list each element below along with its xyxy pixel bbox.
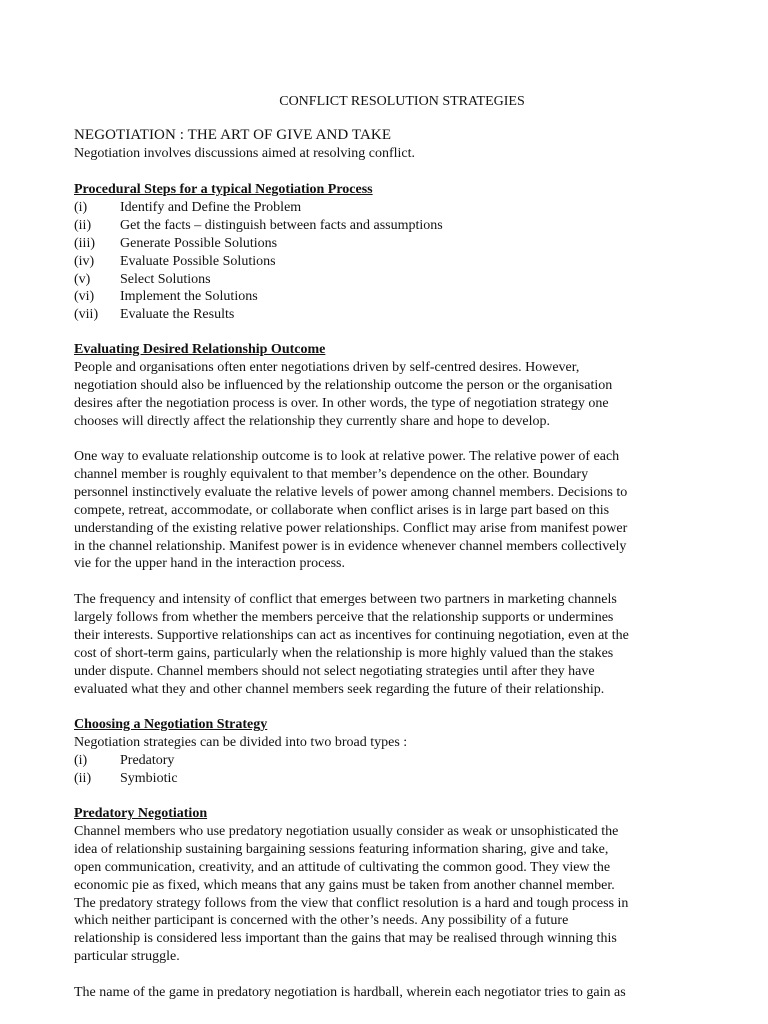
choosing-heading: Choosing a Negotiation Strategy xyxy=(74,717,268,732)
evaluating-section xyxy=(74,341,694,431)
text-line: understanding of the existing relative power relationships. Conflict may arise from manifest power xyxy=(74,520,628,536)
procedural-section xyxy=(74,181,694,324)
negotiation-intro: Negotiation involves discussions aimed at resolving conflict. xyxy=(74,145,415,161)
text-line: negotiation should also be influenced by the relationship outcome the person or the organisation xyxy=(74,377,613,393)
text-line: The name of the game in predatory negotiation is hardball, wherein each negotiator tries to gain as xyxy=(74,985,626,1000)
negotiation-section xyxy=(74,127,694,163)
text-line: The frequency and intensity of conflict that emerges between two partners in marketing channels xyxy=(74,592,617,607)
text-line: relationship is considered less important than the gains that may be realised through winning this xyxy=(74,931,617,947)
list-item xyxy=(74,235,694,253)
list-item-number: (v) xyxy=(74,271,91,287)
negotiation-heading: NEGOTIATION : THE ART OF GIVE AND TAKE xyxy=(74,127,392,143)
text-line: The predatory strategy follows from the view that conflict resolution is a hard and tough process in xyxy=(74,895,629,911)
text-line: One way to evaluate relationship outcome is to look at relative power. The relative power of each xyxy=(74,449,620,464)
text-line: personnel instinctively evaluate the relative levels of power among channel members. Decisions to xyxy=(74,484,628,500)
document-title: CONFLICT RESOLUTION STRATEGIES xyxy=(279,94,525,109)
list-item xyxy=(74,288,694,306)
list-item xyxy=(74,253,694,271)
text-line: chooses will directly affect the relationship they currently share and hope to develop. xyxy=(74,413,550,429)
evaluating-heading: Evaluating Desired Relationship Outcome xyxy=(74,342,326,357)
text-line: desires after the negotiation process is over. In other words, the type of negotiation strategy one xyxy=(74,395,609,411)
text-line: their interests. Supportive relationships can act as incentives for continuing negotiation, even at the xyxy=(74,627,629,643)
list-item-text: Generate Possible Solutions xyxy=(120,235,278,251)
text-line: largely follows from whether the members perceive that the relationship supports or undermines xyxy=(74,609,614,625)
list-item xyxy=(74,770,694,788)
list-item-text: Evaluate the Results xyxy=(120,307,235,323)
choosing-intro: Negotiation strategies can be divided into two broad types : xyxy=(74,734,408,750)
predatory-paragraph-2 xyxy=(74,984,694,1002)
text-line: evaluated what they and other channel members seek regarding the future of their relationship. xyxy=(74,681,605,697)
list-item-number: (ii) xyxy=(74,217,92,233)
list-item-number: (vi) xyxy=(74,289,95,305)
choosing-section xyxy=(74,716,694,788)
evaluating-paragraph-1 xyxy=(74,359,694,431)
evaluating-paragraph-3 xyxy=(74,591,694,698)
text-line: economic pie as fixed, which means that any gains must be taken from another channel member. xyxy=(74,877,615,893)
text-line: open communication, creativity, and an attitude of cultivating the common good. They view the xyxy=(74,859,611,875)
text-line: under dispute. Channel members should not select negotiating strategies until after they have xyxy=(74,663,595,679)
predatory-heading: Predatory Negotiation xyxy=(74,806,208,821)
text-line: channel member is roughly equivalent to that member’s dependence on the other. Boundary xyxy=(74,466,589,482)
list-item xyxy=(74,199,694,217)
evaluating-paragraph-2 xyxy=(74,448,694,573)
list-item-text: Predatory xyxy=(120,752,175,768)
text-line: idea of relationship sustaining bargaining sessions featuring information sharing, give and take, xyxy=(74,841,609,857)
list-item-text: Evaluate Possible Solutions xyxy=(120,253,276,269)
list-item-text: Implement the Solutions xyxy=(120,289,258,305)
predatory-section xyxy=(74,805,694,966)
text-line: vie for the upper hand in the interaction process. xyxy=(74,556,345,572)
list-item xyxy=(74,217,694,235)
list-item xyxy=(74,306,694,324)
text-line: Channel members who use predatory negotiation usually consider as weak or unsophisticated the xyxy=(74,823,619,839)
text-line: cost of short-term gains, particularly when the relationship is more highly valued than the stakes xyxy=(74,645,614,661)
list-item-text: Select Solutions xyxy=(120,271,211,287)
procedural-heading: Procedural Steps for a typical Negotiation Process xyxy=(74,182,373,197)
text-line: People and organisations often enter negotiations driven by self-centred desires. However, xyxy=(74,359,580,375)
text-line: which neither participant is concerned with the other’s needs. Any possibility of a future xyxy=(74,913,569,929)
text-line: in the channel relationship. Manifest power is in evidence whenever channel members collectively xyxy=(74,538,627,554)
list-item-number: (iv) xyxy=(74,253,95,269)
predatory-paragraph-1 xyxy=(74,823,694,966)
list-item-text: Symbiotic xyxy=(120,770,178,786)
list-item-number: (ii) xyxy=(74,770,92,786)
list-item-text: Identify and Define the Problem xyxy=(120,199,302,215)
list-item xyxy=(74,271,694,289)
list-item-text: Get the facts – distinguish between facts and assumptions xyxy=(120,217,443,233)
text-line: compete, retreat, accommodate, or collaborate when conflict arises is in large part based on this xyxy=(74,502,610,518)
list-item-number: (vii) xyxy=(74,307,99,323)
list-item-number: (i) xyxy=(74,752,88,768)
list-item-number: (iii) xyxy=(74,235,95,251)
text-line: particular struggle. xyxy=(74,949,180,965)
list-item xyxy=(74,752,694,770)
list-item-number: (i) xyxy=(74,199,88,215)
